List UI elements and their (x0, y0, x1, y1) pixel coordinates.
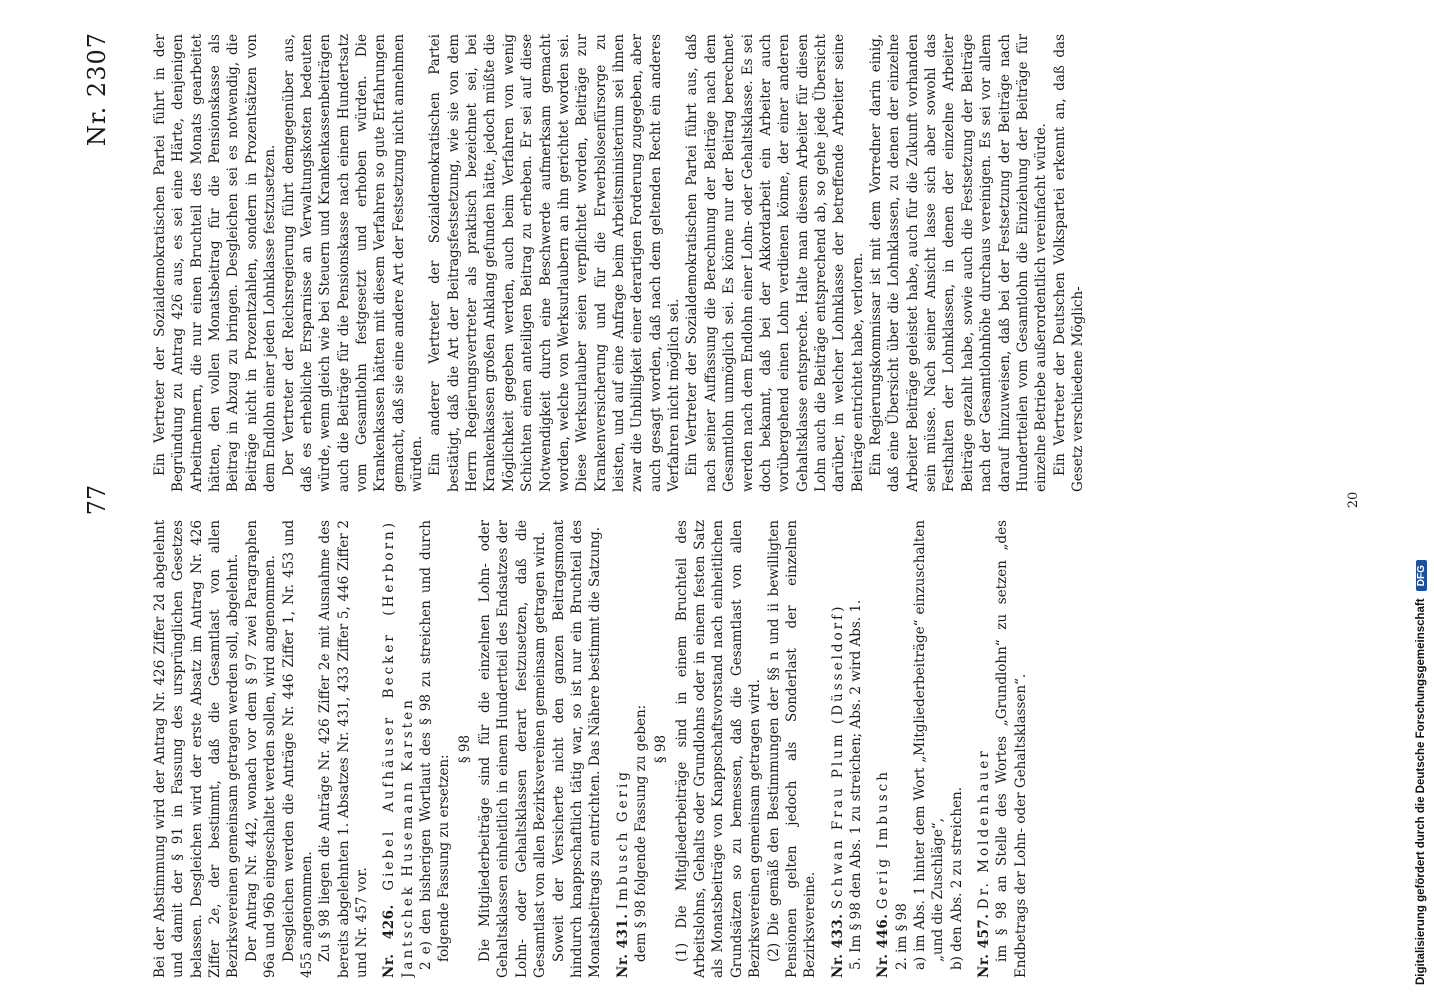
dfg-logo: DFG (1416, 560, 1427, 591)
document-number: Nr. 2307 (83, 32, 111, 147)
paragraph: Der Vertreter der Reichsregierung führt demgegenüber aus, daß es erhebliche Ersparnisse an Verwaltungskosten bedeuten würde, wenn gleich wie bei Steuern und Krankenkassenbeiträgen auch die Beiträge für die Pensionskasse nach einem Hundertsatz vom Gesamtlohn festgesetzt und erhoben würden. Die Krankenkassen hätten mit diesem Verfahren so gute Erfahrungen gemacht, daß sie eine andere Art der Festsetzung nicht annehmen würden. (280, 34, 426, 492)
motion-signatories: Dr. Moldenhauer (976, 748, 993, 910)
page-header (65, 0, 135, 1000)
rotated-sheet (65, 0, 1365, 1000)
motion-number: Nr. 426. (381, 904, 398, 978)
motion-header-446 (874, 520, 892, 978)
motion-item: 2. im § 98 (893, 903, 910, 970)
motion-signatories: Imbusch Gerig (614, 769, 631, 910)
page-number: 77 (83, 484, 111, 516)
paragraph: (2) Die gemäß den Bestimmungen der §§ n und ii bewilligten Pensionen gelten jedoch als Sonderlast der einzelnen Bezirksvereine. (765, 520, 819, 978)
credit-line (1415, 15, 1433, 985)
motion-subitem: a) im Abs. 1 hinter dem Wort „Mitgliederbeiträge“ einzuschalten „und die Zuschläge“, (912, 520, 947, 970)
section-sign: § 98 (653, 734, 670, 764)
paragraph: Soweit der Versicherte nicht den ganzen Beitragsmonat hindurch knappschaftlich tätig war, so ist nur ein Bruchteil des Monatsbeitrags zu entrichten. Das Nähere bestimmt die Satzung. (550, 520, 604, 978)
left-column (151, 520, 1341, 978)
credit-text: Digitalisierung gefördert durch die Deutsche Forschungsgemeinschaft (1415, 598, 1427, 985)
sheet-number: 20 (1346, 491, 1361, 509)
motion-item: im § 98 an Stelle des Wortes „Grundlohn“ zu setzen „des Endbetrags der Lohn- oder Gehaltsklassen“. (994, 520, 1029, 978)
paragraph: Zu § 98 liegen die Anträge Nr. 426 Ziffer 2e mit Ausnahme des bereits abgelehnten 1. Absatzes Nr. 431, 433 Ziffer 5, 446 Ziffer 2 und Nr. 457 vor. (317, 520, 370, 978)
paragraph: Ein anderer Vertreter der Sozialdemokratischen Partei bestätigt, daß die Art der Beitragsfestsetzung, wie sie von dem Herrn Regierungsvertreter als praktisch bezeichnet sei, bei Krankenkassen großen Anklang gefunden hätte, jedoch müßte die Möglichkeit gegeben werden, auch beim Verfahren von wenig Schichten einen anteiligen Beitrag zu erheben. Er sei auf diese Notwendigkeit durch eine Beschwerde aufmerksam gemacht worden, welche von Werksurlaubern an ihn gerichtet worden sei. Diese Werksurlauber seien verpflichtet worden, Beiträge zur Krankenversicherung und für die Erwerbslosenfürsorge zu leisten, und auf eine Anfrage beim Arbeitsministerium sei ihnen zwar die Unbilligkeit einer derartigen Forderung zugegeben, aber auch gesagt worden, daß nach dem geltenden Recht ein anderes Verfahren nicht möglich sei. (427, 34, 683, 492)
paragraph: Ein Vertreter der Deutschen Volkspartei erkennt an, daß das Gesetz verschiedene Möglich- (1051, 34, 1086, 492)
paragraph: Die Mitgliederbeiträge sind für die einzelnen Lohn- oder Gehaltsklassen einheitlich in einem Hundertteil des Endsatzes der Lohn- oder Gehaltsklassen derart festzusetzen, daß die Gesamtlast von allen Bezirksvereinen gemeinsam getragen wird. (477, 520, 549, 978)
motion-number: Nr. 446. (875, 913, 892, 978)
motion-number: Nr. 457. (976, 913, 993, 978)
paragraph: (1) Die Mitgliederbeiträge sind in einem Bruchteil des Arbeitslohns, Gehalts oder Grundlohns oder in einem festen Satz als Monatsbeiträge von Knappschaftsvorstand nach einheitlichen Grundsätzen so zu bemessen, daß die Gesamtlast von allen Bezirksvereinen gemeinsam getragen wird. (673, 520, 764, 978)
paragraph: Ein Regierungskommissar ist mit dem Vorredner darin einig, daß eine Übersicht über die Lohnklassen, zu denen der einzelne Arbeiter Beiträge geleistet habe, auch für die Zukunft vorhanden sein müsse. Nach seiner Ansicht lasse sich aber sowohl das Festhalten der Lohnklassen, in denen der einzelne Arbeiter Beiträge gezahlt habe, sowie auch die Festsetzung der Beiträge nach der Gesamtlohnhöhe durchaus vereinigen. Es sei vor allem darauf hinzuweisen, daß bei der Festsetzung der Beiträge nach Hundertteilen vom Gesamtlohn die Einziehung der Beiträge für einzelne Betriebe außerordentlich vereinfacht würde. (868, 34, 1050, 492)
motion-signatories: Schwan Frau Plum (Düsseldorf) (829, 603, 846, 910)
motion-signatories: Giebel Aufhäuser Becker (Herborn) Jantschek Husemann Karsten (381, 520, 416, 978)
digitization-credit (1411, 10, 1434, 990)
paragraph: Ein Vertreter der Sozialdemokratischen Partei führt in der Begründung zu Antrag 426 aus, es sei eine Härte, denjenigen Arbeitnehmern, die nur einen Bruchteil des Monats gearbeitet hätten, den vollen Monatsbeitrag für die Pensionskasse als Beitrag in Abzug zu bringen. Desgleichen sei es notwendig, die Beiträge nicht in Prozentzahlen, sondern in Prozentsätzen von dem Endlohn einer jeden Lohnklasse festzusetzen. (152, 34, 279, 492)
paragraph: Ein Vertreter der Sozialdemokratischen Partei führt aus, daß nach seiner Auffassung die Berechnung der Beiträge nach dem Gesamtlohn unmöglich sei. Es könne nur der Beitrag berechnet werden nach dem Endlohn einer Lohn- oder Gehaltsklasse. Es sei doch bekannt, daß bei der Akkordarbeit ein Arbeiter auch vorübergehend einen Lohn verdienen könne, der einer anderen Gehaltsklasse entspreche. Halte man diesem Arbeiter für diesen Lohn auch die Beiträge entsprechend ab, so gehe jede Übersicht darüber, in welcher Lohnklasse der betreffende Arbeiter seine Beiträge entrichtet habe, verloren. (684, 34, 866, 492)
motion-intro: dem § 98 folgende Fassung zu geben: (632, 704, 649, 962)
paragraph: Desgleichen werden die Anträge Nr. 446 Ziffer 1, Nr. 453 und 455 angenommen. (280, 520, 315, 978)
motion-header-433 (829, 520, 847, 978)
motion-number: Nr. 433. (829, 913, 846, 978)
motion-header-426 (380, 520, 417, 978)
paragraph: Der Antrag Nr. 442, wonach vor dem § 97 zwei Paragraphen 96a und 96b eingeschaltet werden sollen, wird angenommen. (243, 520, 279, 978)
motion-header-457 (975, 520, 993, 978)
section-sign: § 98 (456, 734, 473, 764)
motion-header-431 (614, 520, 632, 978)
right-column (151, 34, 1341, 492)
motion-number: Nr. 431. (614, 913, 631, 978)
motion-item: 2 e) den bisherigen Wortlaut des § 98 zu streichen und durch folgende Fassung zu ersetzen: (418, 520, 453, 970)
motion-subitem: b) den Abs. 2 zu streichen. (948, 786, 965, 970)
motion-signatories: Gerig Imbusch (875, 769, 892, 910)
paragraph: Bei der Abstimmung wird der Antrag Nr. 426 Ziffer 2d abgelehnt und damit der § 91 in Fassung des ursprünglichen Gesetzes belassen. Desgleichen wird der erste Absatz im Antrag Nr. 426 Ziffer 2e, der bestimmt, daß die Gesamtlast von allen Bezirksvereinen gemeinsam getragen werden soll, abgelehnt. (152, 520, 242, 978)
motion-item: 5. Im § 98 den Abs. 1 zu streichen; Abs. 2 wird Abs. 1. (847, 599, 864, 970)
